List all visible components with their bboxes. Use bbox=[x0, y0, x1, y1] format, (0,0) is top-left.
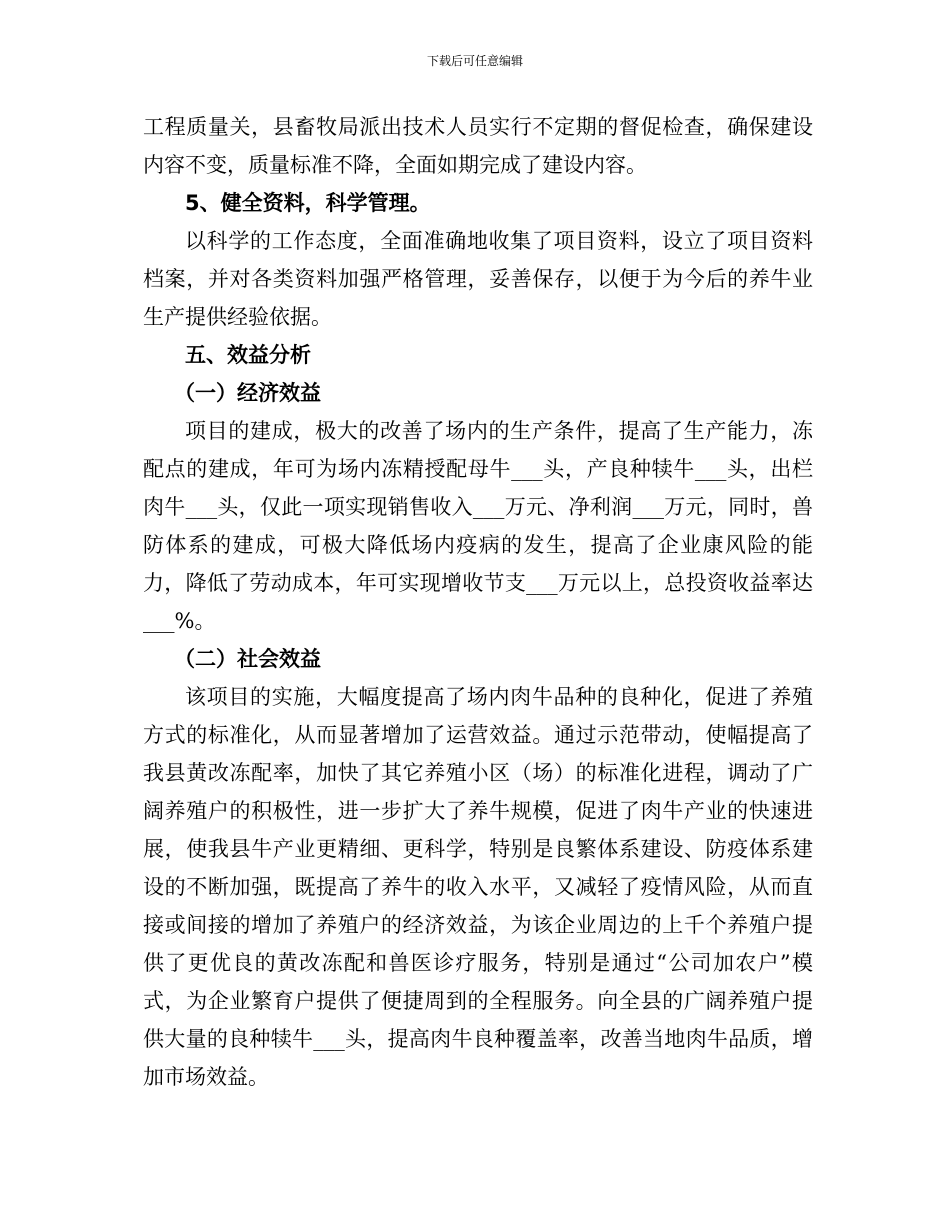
heading-social-benefit: （二）社会效益 bbox=[174, 647, 321, 671]
paragraph-economic-benefit: 项目的建成，极大的改善了场内的生产条件，提高了生产能力，冻配点的建成，年可为场内冻精授配母牛___头，产良种犊牛___头，出栏肉牛___头，仅此一项实现销售收入___万元、净利润___万元，同时，兽防体系的建成，可极大降低场内疫病的发生，提高了企业康风险的能力，降低了劳动成本，年可实现增收节支___万元以上，总投资收益率达___%。 bbox=[143, 419, 813, 633]
paragraph-data-management: 以科学的工作态度，全面准确地收集了项目资料，设立了项目资料档案，并对各类资料加强严格管理，妥善保存，以便于为今后的养牛业生产提供经验依据。 bbox=[143, 229, 813, 329]
paragraph-quality-control: 工程质量关，县畜牧局派出技术人员实行不定期的督促检查，确保建设内容不变，质量标准不降，全面如期完成了建设内容。 bbox=[143, 115, 813, 177]
paragraph-social-benefit: 该项目的实施，大幅度提高了场内肉牛品种的良种化，促进了养殖方式的标准化，从而显著增加了运营效益。通过示范带动，使幅提高了我县黄改冻配率，加快了其它养殖小区（场）的标准化进程，调动了广阔养殖户的积极性，进一步扩大了养牛规模，促进了肉牛产业的快速进展，使我县牛产业更精细、更科学，特别是良繁体系建设、防疫体系建设的不断加强，既提高了养牛的收入水平，又减轻了疫情风险，从而直接或间接的增加了养殖户的经济效益，为该企业周边的上千个养殖户提供了更优良的黄改冻配和兽医诊疗服务，特别是通过“公司加农户”模式，为企业繁育户提供了便捷周到的全程服务。向全县的广阔养殖户提供大量的良种犊牛___头，提高肉牛良种覆盖率，改善当地肉牛品质，增加市场效益。 bbox=[143, 685, 813, 1089]
heading-benefit-analysis: 五、效益分析 bbox=[185, 343, 311, 367]
document-body bbox=[143, 108, 813, 1096]
heading-economic-benefit: （一）经济效益 bbox=[174, 381, 321, 405]
heading-data-management: 5、健全资料，科学管理。 bbox=[185, 191, 431, 215]
page-header: 下载后可任意编辑 bbox=[426, 54, 523, 68]
